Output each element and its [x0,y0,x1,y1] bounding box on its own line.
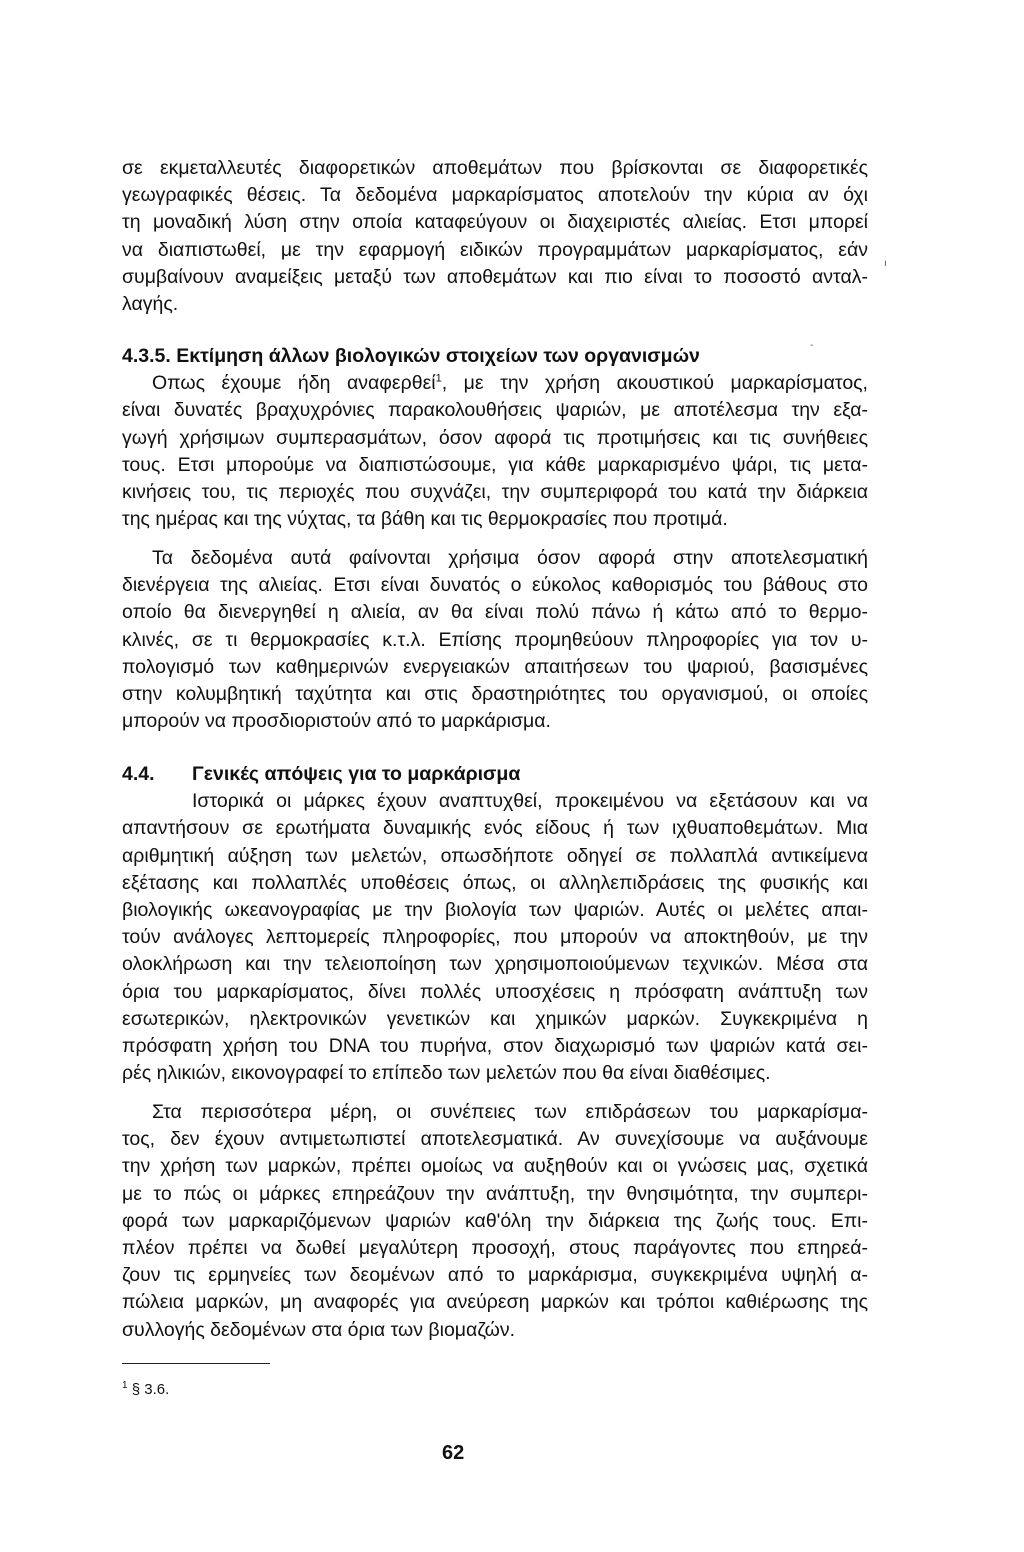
text-fragment: , με την χρήση ακουστικού μαρκαρίσματος, [441,372,868,395]
section-number: 4.4. [122,763,155,785]
footnote [122,1376,169,1400]
paragraph-continuation [122,155,868,318]
footnote-mark: 1 [122,1380,128,1391]
footnote-reference: 1 [435,372,442,385]
text-line: τος, δεν έχουν αντιμετωπιστεί αποτελεσματικά. Αν συνεχίσουμε να αυξάνουμε [122,1128,868,1151]
text-line: πλέον πρέπει να δωθεί μεγαλύτερη προσοχή, στους παράγοντες που επηρεά- [122,1237,868,1260]
section-heading [122,343,868,370]
text-line: βιολογικής ωκεανογραφίας με την βιολογία των ψαριών. Αυτές οι μελέτες απαι- [122,899,868,922]
text-line: ρές ηλικιών, εικονογραφεί το επίπεδο των μελετών που θα είναι διαθέσιμες. [122,1062,771,1085]
text-line: ζουν τις ερμηνείες των δεομένων από το μαρκάρισμα, συγκεκριμένα υψηλή α- [122,1264,868,1287]
text-line: σε εκμεταλλευτές διαφορετικών αποθεμάτων που βρίσκονται σε διαφορετικές [122,157,868,179]
text-line: διενέργεια της αλιείας. Ετσι είναι δυνατός ο εύκολος καθορισμός του βάθους στο [122,574,868,597]
text-line: της ημέρας και της νύχτας, τα βάθη και τις θερμοκρασίες που προτιμά. [122,508,728,531]
text-line: όρια του μαρκαρίσματος, δίνει πολλές υποσχέσεις η πρόσφατη ανάπτυξη των [122,980,868,1003]
scan-speck-icon: - [810,340,814,351]
text-line: κλινές, σε τι θερμοκρασίες κ.τ.λ. Επίσης προμηθεύουν πληροφορίες για τον υ- [122,628,868,651]
text-line: να διαπιστωθεί, με την εφαρμογή ειδικών προγραμμάτων μαρκαρίσματος, εάν [122,238,868,261]
text-line: πώλεια μαρκών, μη αναφορές για ανεύρεση μαρκών και τρόποι καθιέρωσης της [122,1291,868,1314]
text-line: οποίο θα διενεργηθεί η αλιεία, αν θα είναι πολύ πάνω ή κάτω από το θερμο- [122,601,868,624]
text-line [122,370,868,397]
section-4-4 [122,761,868,1087]
text-line: με το πώς οι μάρκες επηρεάζουν την ανάπτυξη, την θνησιμότητα, την συμπερι- [122,1182,868,1205]
text-line: τη μοναδική λύση στην οποία καταφεύγουν οι διαχειριστές αλιείας. Ετσι μπορεί [122,211,868,234]
text-line: αριθμητική αύξηση των μελετών, οπωσδήποτε οδηγεί σε πολλαπλά αντικείμενα [122,844,868,867]
paragraph [122,545,868,735]
text-line: στην κολυμβητική ταχύτητα και στις δραστηριότητες του οργανισμού, οι οποίες [122,683,868,706]
text-line: πολογισμό των καθημερινών ενεργειακών απαιτήσεων του ψαριού, βασισμένες [122,655,868,678]
text-line: είναι δυνατές βραχυχρόνιες παρακολουθήσεις ψαριών, με αποτέλεσμα την εξα- [122,399,868,422]
text-line: γωγή χρήσιμων συμπερασμάτων, όσον αφορά τις προτιμήσεις και τις συνήθειες [122,426,868,449]
footnote-text: § 3.6. [131,1381,170,1398]
section-4-3-5 [122,343,868,533]
text-line: ολοκλήρωση και την τελειοποίηση των χρησιμοποιούμενων τεχνικών. Μέσα στα [122,953,868,976]
text-line: συμβαίνουν αναμείξεις μεταξύ των αποθεμάτων και πιο είναι το ποσοστό ανταλ- [122,265,868,288]
text-line: φορά των μαρκαριζόμενων ψαριών καθ'όλη την διάρκεια της ζωής τους. Επι- [122,1209,868,1232]
text-line: εξέτασης και πολλαπλές υποθέσεις όπως, οι αλληλεπιδράσεις της φυσικής και [122,871,868,894]
text-line: Στα περισσότερα μέρη, οι συνέπειες των επιδράσεων του μαρκαρίσμα- [152,1101,868,1123]
section-title: Γενικές απόψεις για το μαρκάρισμα [192,763,521,785]
text-line: πρόσφατη χρήση του DNA του πυρήνα, στον διαχωρισμό των ψαριών κατά σει- [122,1035,868,1058]
text-line: απαντήσουν σε ερωτήματα δυναμικής ενός είδους ή των ιχθυαποθεμάτων. Μια [122,817,868,840]
paragraph [122,1099,868,1344]
text-line: εσωτερικών, ηλεκτρονικών γενετικών και χημικών μαρκών. Συγκεκριμένα η [122,1007,868,1030]
text-line: Τα δεδομένα αυτά φαίνονται χρήσιμα όσον αφορά στην αποτελεσματική [152,547,868,569]
footnote-separator [122,1363,270,1364]
section-heading [122,761,868,788]
section-title: Εκτίμηση άλλων βιολογικών στοιχείων των οργανισμών [176,345,700,367]
text-line: κινήσεις του, τις περιοχές που συχνάζει, την συμπεριφορά του κατά την διάρκεια [122,481,868,504]
page-number: 62 [442,1442,465,1464]
text-line: λαγής. [122,293,179,316]
text-line: τους. Ετσι μπορούμε να διαπιστώσουμε, για κάθε μαρκαρισμένο ψάρι, τις μετα- [122,453,868,476]
text-line: γεωγραφικές θέσεις. Τα δεδομένα μαρκαρίσματος αποτελούν την κύρια αν όχι [122,184,868,207]
text-line: τούν ανάλογες λεπτομερείς πληροφορίες, που μπορούν να αποκτηθούν, με την [122,926,868,949]
text-line: συλλογής δεδομένων στα όρια των βιομαζών. [122,1318,515,1341]
scan-speck-icon: ı [884,258,887,269]
text-line: την χρήση των μαρκών, πρέπει ομοίως να αυξηθούν και οι γνώσεις μας, σχετικά [122,1155,868,1178]
text-fragment: Οπως έχουμε ήδη αναφερθεί [152,372,436,395]
text-line: Ιστορικά οι μάρκες έχουν αναπτυχθεί, προκειμένου να εξετάσουν και να [192,790,868,813]
section-number: 4.3.5. [122,345,171,367]
text-line: μπορούν να προσδιοριστούν από το μαρκάρισμα. [122,710,551,733]
